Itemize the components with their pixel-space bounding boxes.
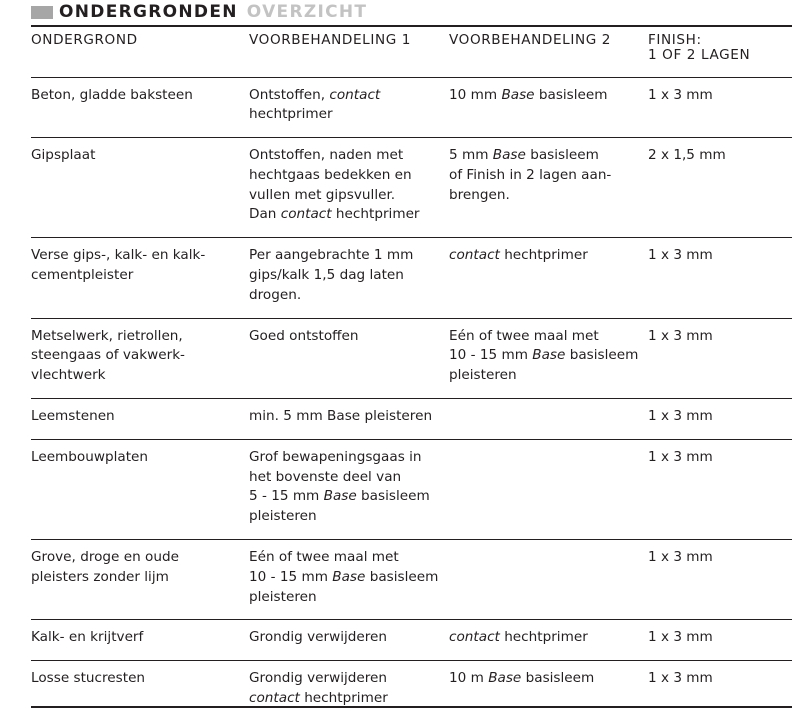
cell-line	[449, 628, 648, 648]
cell-text: gips/kalk 1,5 dag laten	[249, 267, 404, 284]
cell-line: pleisters zonder lijm	[31, 568, 169, 585]
cell-text: 10 m	[449, 670, 489, 687]
cell-line	[249, 105, 449, 125]
title-main: ONDERGRONDEN	[59, 2, 238, 22]
cell-text: vullen met gipsvuller.	[249, 186, 396, 203]
table-row	[31, 439, 792, 539]
cell-text: het bovenste deel van	[249, 468, 402, 485]
cell-voorbehandeling-2	[449, 540, 648, 620]
cell-finish: 1 x 3 mm	[648, 448, 713, 465]
cell-text: pleisteren	[249, 588, 317, 605]
cell-text: hechtprimer	[299, 690, 388, 707]
header-voorbehandeling-1: VOORBEHANDELING 1	[249, 32, 412, 48]
cell-line	[249, 286, 449, 306]
cell-emphasis: Base	[492, 147, 526, 164]
cell-voorbehandeling-1	[249, 540, 449, 620]
cell-text: brengen.	[449, 186, 510, 203]
cell-text: basisleem	[525, 147, 599, 164]
cell-line	[449, 346, 648, 366]
cell-line	[249, 507, 449, 527]
header-finish	[648, 33, 792, 77]
cell-line: Beton, gladde baksteen	[31, 86, 193, 103]
cell-text: Eén of twee maal met	[249, 549, 399, 566]
cell-emphasis: contact	[280, 206, 332, 223]
cell-ondergrond	[31, 540, 249, 620]
cell-line	[249, 548, 449, 568]
cell-text: hechtprimer	[499, 247, 588, 264]
cell-voorbehandeling-1	[249, 661, 449, 721]
cell-ondergrond	[31, 661, 249, 721]
cell-text: Grondig verwijderen	[249, 670, 388, 687]
cell-line	[449, 327, 648, 347]
cell-text: pleisteren	[449, 367, 517, 384]
cell-text: pleisteren	[249, 508, 317, 525]
cell-text: hechtprimer	[249, 106, 333, 123]
table-row	[31, 620, 792, 661]
cell-emphasis: contact	[249, 690, 300, 707]
cell-line: Grove, droge en oude	[31, 549, 179, 566]
cell-line	[449, 366, 648, 386]
cell-line	[249, 246, 449, 266]
cell-line	[249, 487, 449, 507]
cell-text: of Finish in 2 lagen aan-	[449, 166, 612, 183]
cell-voorbehandeling-2	[449, 399, 648, 440]
cell-finish: 1 x 3 mm	[648, 86, 713, 103]
cell-line	[249, 166, 449, 186]
table-row	[31, 238, 792, 318]
cell-text: Ontstoffen,	[249, 86, 330, 103]
top-rule	[31, 25, 792, 27]
cell-text: Dan	[249, 206, 281, 223]
cell-line: Leembouwplaten	[31, 448, 149, 465]
table-row	[31, 318, 792, 398]
cell-finish: 1 x 3 mm	[648, 629, 713, 646]
table-row	[31, 540, 792, 620]
cell-voorbehandeling-1	[249, 77, 449, 138]
cell-line: Kalk- en krijtverf	[31, 629, 144, 646]
cell-finish: 1 x 3 mm	[648, 408, 713, 425]
cell-text: basisleem	[534, 86, 608, 103]
cell-text: 10 mm	[449, 86, 502, 103]
cell-text: basisleem	[365, 568, 439, 585]
header-ondergrond: ONDERGROND	[31, 32, 138, 48]
cell-ondergrond	[31, 399, 249, 440]
cell-emphasis: Base	[488, 670, 522, 687]
cell-voorbehandeling-1	[249, 318, 449, 398]
cell-emphasis: Base	[501, 86, 535, 103]
cell-ondergrond	[31, 77, 249, 138]
header-finish-line-2: 1 OF 2 LAGEN	[648, 46, 751, 63]
cell-line	[249, 669, 449, 689]
cell-voorbehandeling-2	[449, 138, 648, 238]
cell-text: Grof bewapeningsgaas in	[249, 448, 422, 465]
cell-text: drogen.	[249, 286, 302, 303]
cell-text: Goed ontstoffen	[249, 327, 359, 344]
cell-emphasis: Base	[323, 488, 357, 505]
cell-voorbehandeling-2	[449, 661, 648, 721]
cell-voorbehandeling-2	[449, 439, 648, 539]
cell-ondergrond	[31, 238, 249, 318]
cell-emphasis: contact	[329, 86, 381, 103]
cell-text: Eén of twee maal met	[449, 327, 599, 344]
cell-emphasis: contact	[449, 247, 500, 264]
table-header-row	[31, 33, 792, 77]
table-row	[31, 77, 792, 138]
cell-line	[249, 448, 449, 468]
cell-line	[249, 266, 449, 286]
cell-line	[249, 468, 449, 488]
cell-line	[449, 146, 648, 166]
cell-voorbehandeling-1	[249, 238, 449, 318]
cell-voorbehandeling-2	[449, 318, 648, 398]
cell-line	[249, 407, 449, 427]
cell-line: vlechtwerk	[31, 367, 106, 384]
cell-line	[249, 146, 449, 166]
cell-emphasis: Base	[532, 347, 566, 364]
cell-line: Verse gips-, kalk- en kalk-	[31, 247, 206, 264]
table-body	[31, 77, 792, 721]
header-finish-line-1: FINISH:	[648, 32, 702, 48]
cell-emphasis: contact	[449, 629, 500, 646]
cell-text: hechtprimer	[499, 629, 588, 646]
cell-line	[249, 628, 449, 648]
bottom-rule	[31, 706, 792, 708]
cell-text: hechtprimer	[331, 206, 420, 223]
cell-voorbehandeling-1	[249, 399, 449, 440]
table-row	[31, 661, 792, 721]
cell-text: 10 - 15 mm	[449, 347, 533, 364]
cell-line: Gipsplaat	[31, 147, 96, 164]
cell-text: 5 - 15 mm	[249, 488, 324, 505]
cell-voorbehandeling-2	[449, 77, 648, 138]
cell-line	[249, 205, 449, 225]
cell-text: Grondig verwijderen	[249, 629, 388, 646]
cell-voorbehandeling-2	[449, 238, 648, 318]
cell-text: basisleem	[356, 488, 430, 505]
cell-voorbehandeling-2	[449, 620, 648, 661]
cell-text: 5 mm	[449, 147, 493, 164]
cell-ondergrond	[31, 318, 249, 398]
cell-finish: 1 x 3 mm	[648, 327, 713, 344]
cell-finish: 1 x 3 mm	[648, 549, 713, 566]
cell-line: steengaas of vakwerk-	[31, 347, 185, 364]
table-row	[31, 138, 792, 238]
cell-text: 10 - 15 mm	[249, 568, 333, 585]
cell-line	[249, 588, 449, 608]
title-sub: OVERZICHT	[246, 2, 368, 22]
cell-finish: 1 x 3 mm	[648, 670, 713, 687]
cell-finish: 1 x 3 mm	[648, 247, 713, 264]
cell-text: basisleem	[521, 670, 595, 687]
cell-emphasis: Base	[332, 568, 366, 585]
cell-line	[249, 568, 449, 588]
cell-voorbehandeling-1	[249, 620, 449, 661]
cell-line: cementpleister	[31, 267, 134, 284]
cell-line	[449, 669, 648, 689]
cell-text: Ontstoffen, naden met	[249, 147, 404, 164]
title-accent-bar	[31, 6, 53, 19]
cell-line	[449, 166, 648, 186]
cell-voorbehandeling-1	[249, 138, 449, 238]
cell-line	[449, 186, 648, 206]
cell-ondergrond	[31, 439, 249, 539]
substrates-table	[31, 33, 792, 721]
cell-voorbehandeling-1	[249, 439, 449, 539]
cell-line: Losse stucresten	[31, 670, 146, 687]
cell-text: hechtgaas bedekken en	[249, 166, 412, 183]
cell-text: min. 5 mm Base pleisteren	[249, 408, 433, 425]
cell-text: basisleem	[565, 347, 639, 364]
cell-ondergrond	[31, 620, 249, 661]
header-voorbehandeling-2: VOORBEHANDELING 2	[449, 32, 612, 48]
cell-line	[449, 246, 648, 266]
cell-line	[249, 327, 449, 347]
cell-line: Leemstenen	[31, 408, 115, 425]
cell-line	[249, 86, 449, 106]
cell-text: Per aangebrachte 1 mm	[249, 247, 414, 264]
cell-ondergrond	[31, 138, 249, 238]
table-row	[31, 399, 792, 440]
cell-finish: 2 x 1,5 mm	[648, 147, 726, 164]
cell-line	[449, 86, 648, 106]
cell-line: Metselwerk, rietrollen,	[31, 327, 183, 344]
section-title	[31, 0, 367, 24]
cell-line	[249, 186, 449, 206]
